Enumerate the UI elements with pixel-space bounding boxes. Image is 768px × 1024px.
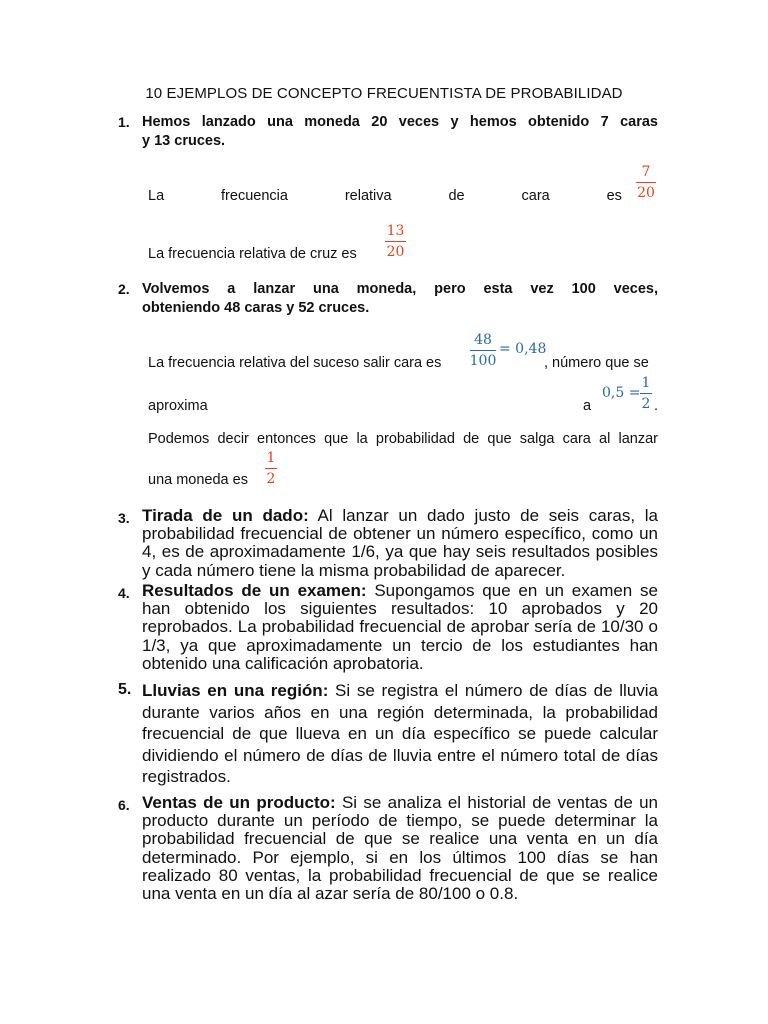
item-4-heading: Resultados de un examen: (142, 581, 367, 600)
item-4-body: Supongamos que en un examen se han obtenido los siguientes resultados: 10 aprobados y 20 reprobados. La probabilidad frecuencial de aprobar sería de 10/30 o 1/3, ya que aproximadamente un tercio de los estudiantes han obtenido una calificación aprobatoria. (142, 581, 658, 673)
fraction-1-2-blue (640, 375, 652, 412)
item-number: 6. (118, 797, 130, 813)
item-3-heading: Tirada de un dado: (142, 506, 309, 525)
item-1-statement-line2: y 13 cruces. (142, 133, 226, 149)
equals-0-48: = 0,48 (499, 341, 547, 357)
word: de (448, 188, 465, 204)
denominator: 2 (266, 471, 276, 487)
word: cara (521, 188, 550, 204)
item-number: 4. (118, 585, 130, 601)
item-2-statement-line1: Volvemos a lanzar una moneda, pero esta vez 100 veces, (142, 281, 658, 297)
item-5-heading: Lluvias en una región: (142, 681, 329, 700)
item-2-text-c: Podemos decir entonces que la probabilidad de que salga cara al lanzar (148, 431, 658, 447)
item-3-paragraph (142, 507, 658, 580)
item-number: 2. (118, 281, 130, 297)
word: La (148, 188, 165, 204)
fraction-bar (265, 468, 277, 469)
denominator: 100 (469, 353, 497, 369)
item-2-text-a: La frecuencia relativa del suceso salir cara es (148, 355, 442, 371)
fraction-bar (636, 182, 656, 183)
item-number: 1. (118, 114, 130, 130)
item-5-paragraph (142, 680, 658, 788)
fraction-bar (385, 241, 406, 242)
word: relativa (344, 188, 392, 204)
fraction-13-20 (385, 223, 406, 260)
numerator: 1 (266, 450, 276, 466)
word: frecuencia (221, 188, 288, 204)
item-1-text-b: La frecuencia relativa de cruz es (148, 246, 357, 262)
numerator: 7 (641, 164, 651, 180)
denominator: 20 (637, 185, 655, 201)
fraction-bar (470, 350, 496, 351)
item-3-body: Al lanzar un dado justo de seis caras, la probabilidad frecuencial de obtener un número específico, como un 4, es de aproximadamente 1/6, ya que hay seis resultados posibles y cada número tiene la misma probabilidad de aparecer. (142, 506, 658, 580)
item-2-text-a-after: , número que se (544, 355, 649, 371)
numerator: 1 (641, 375, 651, 391)
fraction-bar (640, 393, 652, 394)
item-6-paragraph (142, 794, 658, 903)
item-2-text-d: una moneda es (148, 472, 248, 488)
item-number: 5. (118, 681, 132, 698)
numerator: 48 (474, 332, 492, 348)
item-2-statement-line2: obteniendo 48 caras y 52 cruces. (142, 300, 370, 316)
item-2-text-b-left: aproxima (148, 398, 208, 414)
item-1-statement-line1: Hemos lanzado una moneda 20 veces y hemos obtenido 7 caras (142, 114, 658, 130)
fraction-48-100 (470, 332, 496, 369)
period: . (654, 398, 659, 414)
fraction-1-2-red (265, 450, 277, 487)
item-4-paragraph (142, 582, 658, 673)
document-title: 10 EJEMPLOS DE CONCEPTO FRECUENTISTA DE PROBABILIDAD (145, 85, 623, 102)
item-1-text-a (148, 188, 622, 204)
denominator: 2 (641, 396, 651, 412)
item-2-text-b-right: a (583, 398, 592, 414)
item-6-body: Si se analiza el historial de ventas de un producto durante un período de tiempo, se puede determinar la probabilidad frecuencial de que se realice una venta en un día determinado. Por ejemplo, si en los últimos 100 días se han realizado 80 ventas, la probabilidad frecuencial de que se realice una venta en un día al azar sería de 80/100 o 0.8. (142, 793, 658, 904)
item-5-body: Si se registra el número de días de lluvia durante varios años en una región determinada, la probabilidad frecuencial de que llueva en un día específico se puede calcular dividiendo el número de días de lluvia entre el número total de días registrados. (142, 681, 658, 786)
denominator: 20 (386, 244, 405, 260)
fraction-7-20 (636, 164, 656, 201)
word: es (606, 188, 622, 204)
item-number: 3. (118, 510, 130, 526)
numerator: 13 (386, 223, 405, 239)
item-6-heading: Ventas de un producto: (142, 793, 336, 812)
approx-0-5: 0,5 = (602, 385, 641, 401)
